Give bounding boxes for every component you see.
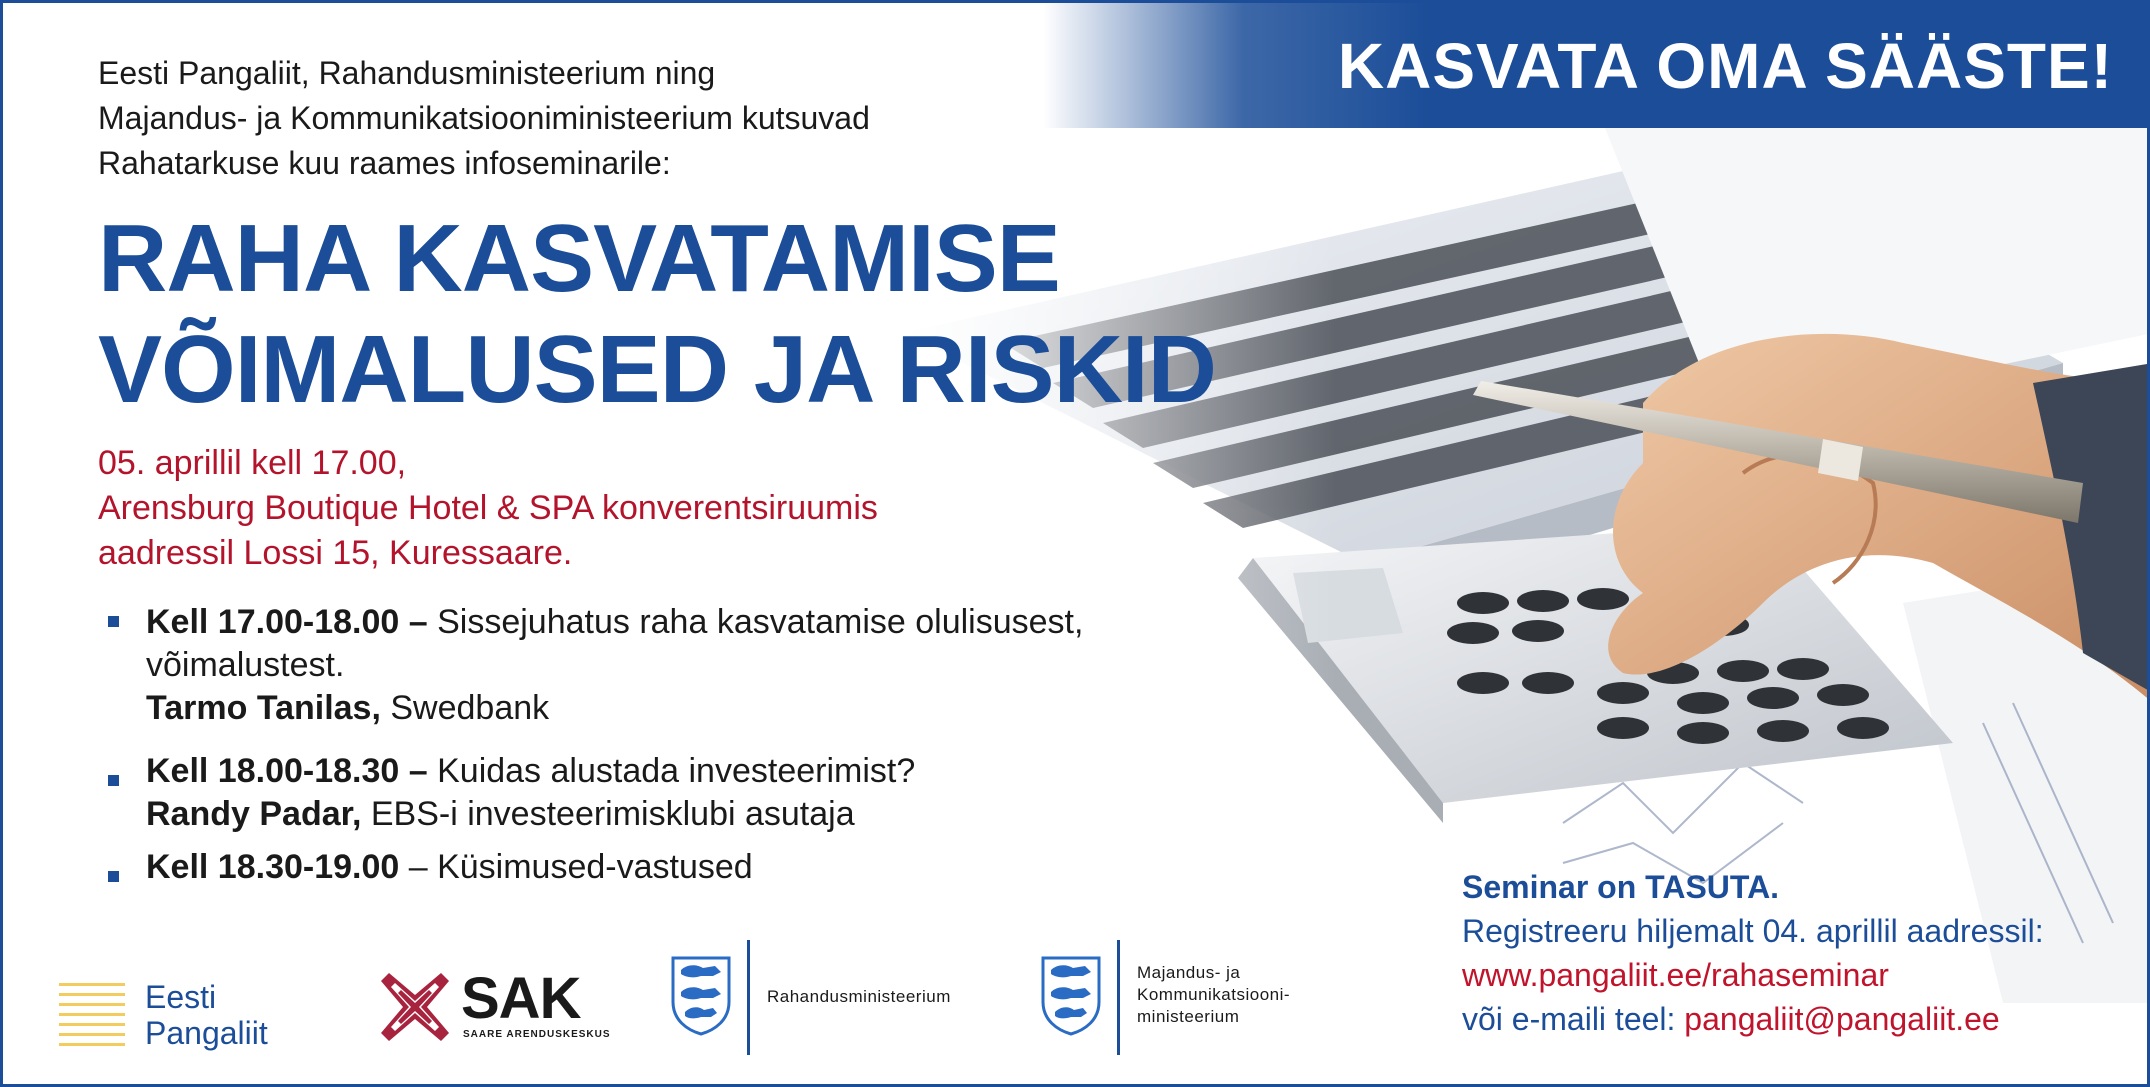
registration-link[interactable]: www.pangaliit.ee/rahaseminar (1462, 957, 1889, 993)
coat-of-arms-icon (1041, 956, 1101, 1036)
title-line: RAHA KASVATAMISE (98, 205, 1060, 312)
venue-line: 05. aprillil kell 17.00, (98, 444, 407, 482)
venue-info (98, 441, 878, 576)
pangaliit-wordmark (145, 979, 268, 1051)
agenda-topic: Sissejuhatus raha kasvatamise olulisusest, (427, 603, 1084, 641)
intro-line: Rahatarkuse kuu raames infoseminarile: (98, 145, 671, 181)
bullet-icon (108, 616, 119, 627)
seminar-title (98, 203, 1216, 425)
rahandusministeerium-logo (671, 938, 1001, 1058)
mkm-name-line: Majandus- ja (1137, 963, 1241, 982)
title-line: VÕIMALUSED JA RISKID (98, 316, 1216, 423)
pangaliit-word: Eesti (145, 979, 217, 1015)
mkm-name (1137, 962, 1290, 1028)
venue-line: Arensburg Boutique Hotel & SPA konverentsiruumis (98, 489, 878, 527)
agenda-time: Kell 18.30-19.00 (146, 848, 400, 886)
agenda-time: Kell 17.00-18.00 – (146, 603, 428, 641)
agenda-org: Swedbank (380, 689, 550, 727)
intro-line: Eesti Pangaliit, Rahandusministeerium ning (98, 55, 716, 91)
agenda-org: EBS-i investeerimisklubi asutaja (361, 795, 855, 833)
email-link[interactable]: pangaliit@pangaliit.ee (1684, 1001, 2000, 1037)
agenda-item (101, 601, 1151, 730)
venue-line: aadressil Lossi 15, Kuressaare. (98, 534, 573, 572)
email-prefix: või e-maili teel: (1462, 1001, 1685, 1037)
agenda-item (101, 846, 1151, 889)
agenda (101, 601, 1151, 889)
agenda-time: Kell 18.00-18.30 – (146, 752, 428, 790)
free-notice: Seminar on TASUTA. (1462, 869, 1780, 905)
pangaliit-lines-icon (59, 981, 127, 1049)
pangaliit-logo (59, 981, 309, 1049)
agenda-speaker: Tarmo Tanilas, (146, 689, 381, 727)
agenda-topic: – Küsimused-vastused (399, 848, 753, 886)
bullet-icon (108, 871, 119, 882)
sak-subtitle: SAARE ARENDUSKESKUS (463, 1029, 611, 1040)
mkm-name-line: ministeerium (1137, 1007, 1240, 1026)
agenda-topic-cont: võimalustest. (146, 646, 345, 684)
intro-line: Majandus- ja Kommunikatsiooniministeerium kutsuvad (98, 100, 870, 136)
mkm-logo (1041, 938, 1371, 1058)
registration-info (1462, 865, 2044, 1041)
sak-cross-icon (381, 973, 449, 1041)
headline: KASVATA OMA SÄÄSTE! (1337, 30, 2113, 102)
agenda-topic: Kuidas alustada investeerimist? (427, 752, 916, 790)
sak-name: SAK (461, 966, 581, 1031)
rahandusministeerium-name: Rahandusministeerium (767, 987, 951, 1006)
mkm-name-line: Kommunikatsiooni- (1137, 985, 1291, 1004)
registration-deadline: Registreeru hiljemalt 04. aprillil aadressil: (1462, 913, 2044, 949)
pangaliit-word: Pangaliit (145, 1015, 268, 1051)
logo-divider (747, 940, 750, 1055)
sak-logo (381, 966, 611, 1043)
coat-of-arms-icon (671, 956, 731, 1036)
bullet-icon (108, 775, 119, 786)
headline-box (1043, 3, 2150, 128)
agenda-item (101, 750, 1151, 836)
intro-text (98, 51, 998, 186)
agenda-speaker: Randy Padar, (146, 795, 362, 833)
logo-divider (1117, 940, 1120, 1055)
